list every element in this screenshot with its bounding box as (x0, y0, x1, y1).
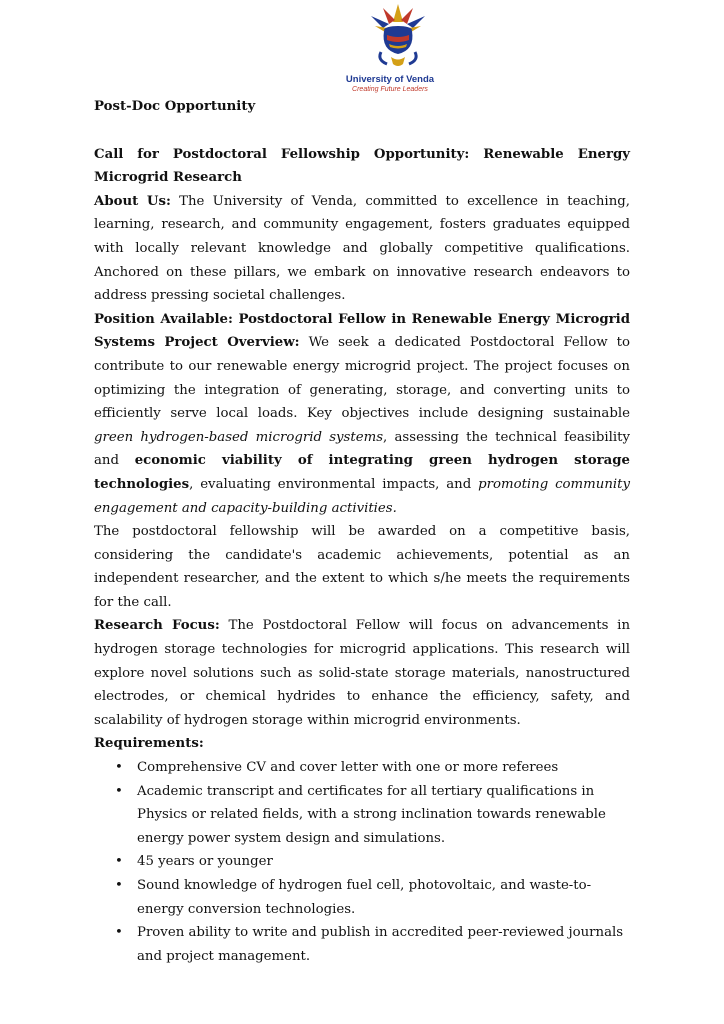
requirements-heading: Requirements: (94, 736, 204, 752)
list-item: • Sound knowledge of hydrogen fuel cell, photovoltaic, and waste-to-energy conversion technologies. (137, 874, 630, 921)
about-paragraph (94, 190, 630, 308)
position-label: Position Available: Postdoctoral Fellow in Renewable Energy Microgrid Systems Project Overview: (94, 311, 630, 351)
university-crest-icon (363, 2, 433, 74)
focus-paragraph (94, 614, 630, 732)
bullet-icon: • (115, 878, 123, 893)
requirements-list (94, 756, 630, 968)
bullet-icon: • (115, 783, 123, 799)
focus-text: The Postdoctoral Fellow will focus on advancements in hydrogen storage technologies for microgrid applications. This research will explore novel solutions such as solid-state storage materials, nanostructured electrodes, or chemical hydrides to enhance the efficiency, safety, and scalability of hydrogen storage within microgrid environments. (94, 618, 631, 728)
call-title: Call for Postdoctoral Fellowship Opportunity: Renewable Energy Microgrid Research (94, 146, 630, 186)
bullet-icon: • (115, 760, 123, 776)
position-text: , assessing the technical feasibility and (94, 429, 630, 469)
document-body (94, 95, 630, 968)
position-text: We seek a dedicated Postdoctoral Fellow to contribute to our renewable energy microgrid project. The project focuses on optimizing the integration of generating, storage, and converting units to efficiently serve local loads. Key objectives include designing sustainable (94, 335, 630, 422)
award-paragraph: The postdoctoral fellowship will be awarded on a competitive basis, considering the candidate's academic achievements, potential as an independent researcher, and the extent to which s/he meets the requirements for the call. (94, 524, 630, 610)
position-italic: promoting community engagement and capacity-building activities. (94, 476, 630, 516)
position-paragraph (94, 308, 630, 520)
list-item: • Proven ability to write and publish in accredited peer-reviewed journals and project management. (137, 921, 630, 968)
university-tagline: Creating Future Leaders (352, 86, 428, 93)
bullet-icon: • (115, 925, 123, 941)
position-text: , evaluating environmental impacts, and (189, 476, 479, 492)
list-item: • Comprehensive CV and cover letter with one or more referees (137, 756, 630, 780)
position-italic: green hydrogen-based microgrid systems (94, 429, 384, 445)
list-item: • 45 years or younger (137, 850, 630, 874)
bullet-icon: • (115, 854, 123, 870)
position-bold: economic viability of integrating green hydrogen storage technologies (94, 453, 630, 492)
university-name: University of Venda (345, 74, 435, 85)
page-title: Post-Doc Opportunity (94, 99, 256, 114)
about-label: About Us: (94, 193, 171, 209)
focus-label: Research Focus: (94, 618, 220, 634)
list-item: • Academic transcript and certificates for all tertiary qualifications in Physics or related fields, with a strong inclination towards renewable energy power system design and simulations. (137, 780, 630, 851)
about-text: The University of Venda, committed to excellence in teaching, learning, research, and community engagement, fosters graduates equipped with locally relevant knowledge and globally competitive qualifications. Anchored on these pillars, we embark on innovative research endeavors to address pressing societal challenges. (94, 193, 630, 304)
